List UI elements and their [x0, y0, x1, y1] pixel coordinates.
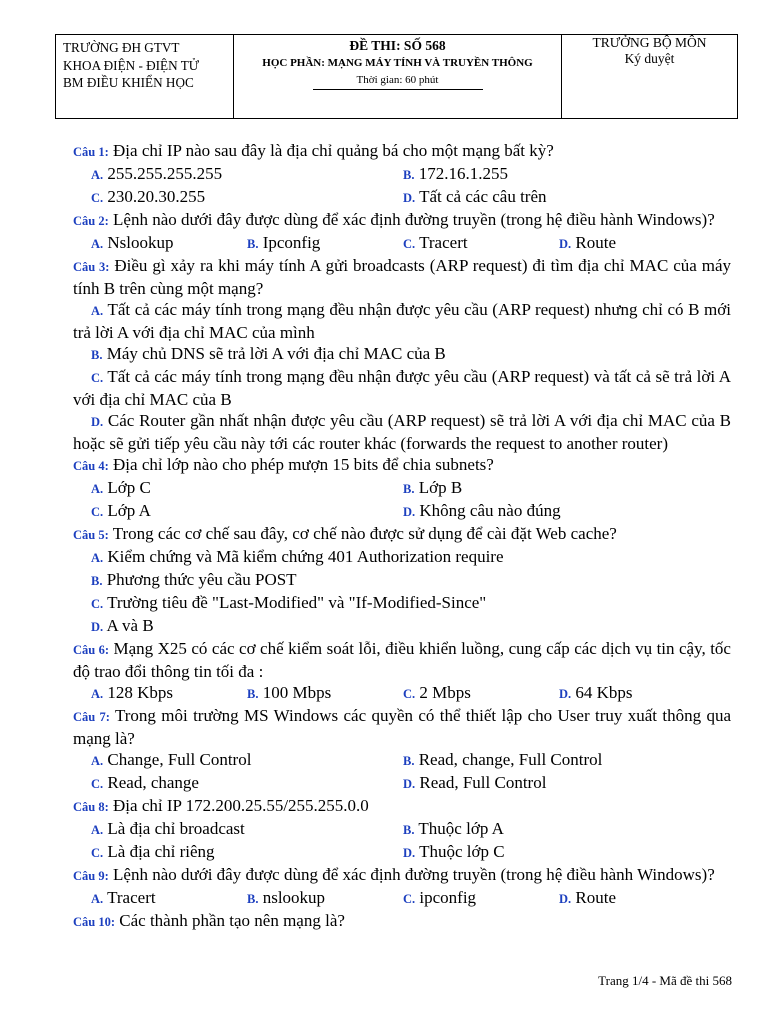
answer-option: C. Tất cả các máy tính trong mạng đều nhận được yêu cầu (ARP request) và tất cả sẽ trả lời A với địa chỉ MAC của B	[73, 367, 731, 409]
question	[73, 523, 731, 546]
question-number: Câu 7:	[73, 710, 110, 724]
question	[73, 705, 731, 749]
answer-option: B. Thuộc lớp A	[403, 819, 504, 838]
school-name: TRƯỜNG ĐH GTVT	[63, 40, 180, 55]
question-text: Mạng X25 có các cơ chế kiểm soát lỗi, điều khiển luồng, cung cấp các dịch vụ tin cậy, tốc độ trao đổi thông tin tối đa :	[73, 639, 731, 681]
exam-header	[55, 34, 738, 119]
answer-option: B. Ipconfig	[247, 233, 321, 252]
exam-duration: Thời gian: 60 phút	[313, 73, 483, 90]
answer-option: D. 64 Kbps	[559, 683, 633, 702]
answer-option: B. nslookup	[247, 888, 326, 907]
question-number: Câu 1:	[73, 145, 109, 159]
department-name: BM ĐIỀU KHIỂN HỌC	[63, 75, 194, 90]
answer-option: A. Change, Full Control	[91, 750, 252, 769]
question-number: Câu 3:	[73, 260, 110, 274]
answer-option: D. Read, Full Control	[403, 773, 547, 792]
question	[73, 255, 731, 299]
answer-option: D. Không câu nào đúng	[403, 501, 561, 520]
answer-option: D. Route	[559, 233, 617, 252]
answer-option: A. Nslookup	[91, 233, 174, 252]
answer-option: B. 172.16.1.255	[403, 164, 508, 183]
question-text: Lệnh nào dưới đây được dùng để xác định đường truyền (trong hệ điều hành Windows)?	[113, 210, 715, 229]
answer-option: C. Là địa chỉ riêng	[91, 842, 215, 861]
question	[73, 638, 731, 682]
question-text: Trong các cơ chế sau đây, cơ chế nào được sử dụng để cài đặt Web cache?	[112, 524, 617, 543]
question-number: Câu 4:	[73, 459, 109, 473]
answer-option: C. Read, change	[91, 773, 199, 792]
approval-info	[562, 35, 737, 118]
answer-option: A. Tất cả các máy tính trong mạng đều nhận được yêu cầu (ARP request) nhưng chỉ có B mới trả lời A với địa chỉ MAC của mình	[73, 300, 731, 342]
answer-option: B. Lớp B	[403, 478, 463, 497]
question-text: Địa chỉ lớp nào cho phép mượn 15 bits để chia subnets?	[113, 455, 494, 474]
answer-option: C. 2 Mbps	[403, 683, 471, 702]
answer-option: D. Route	[559, 888, 617, 907]
approver-title: TRƯỞNG BỘ MÔN	[592, 35, 707, 50]
answer-option: A. 128 Kbps	[91, 683, 174, 702]
answer-option: C. Lớp A	[91, 501, 151, 520]
approval-label: Ký duyệt	[624, 51, 675, 66]
answer-option: C. Trường tiêu đề "Last-Modified" và "If-Modified-Since"	[91, 593, 487, 612]
question-text: Lệnh nào dưới đây được dùng để xác định đường truyền (trong hệ điều hành Windows)?	[113, 865, 715, 884]
answer-option: B. Phương thức yêu cầu POST	[91, 570, 297, 589]
question-number: Câu 10:	[73, 915, 116, 929]
exam-info	[234, 35, 562, 118]
answer-option: D. A và B	[91, 616, 154, 635]
answer-option: A. 255.255.255.255	[91, 164, 223, 183]
answer-option: A. Tracert	[91, 888, 156, 907]
question	[73, 140, 731, 163]
question	[73, 209, 731, 232]
question-text: Địa chỉ IP 172.200.25.55/255.255.0.0	[113, 796, 369, 815]
question-number: Câu 9:	[73, 869, 109, 883]
question-text: Các thành phần tạo nên mạng là?	[119, 911, 345, 930]
page-footer: Trang 1/4 - Mã đề thi 568	[598, 973, 732, 988]
course-name: HỌC PHẦN: MẠNG MÁY TÍNH VÀ TRUYỀN THÔNG	[262, 57, 533, 69]
question-text: Địa chỉ IP nào sau đây là địa chỉ quảng bá cho một mạng bất kỳ?	[113, 141, 554, 160]
answer-option: B. Read, change, Full Control	[403, 750, 603, 769]
answer-option: B. Máy chủ DNS sẽ trả lời A với địa chỉ MAC của B	[91, 344, 446, 363]
school-info	[56, 35, 234, 118]
exam-title: ĐỀ THI: SỐ 568	[349, 38, 446, 53]
question	[73, 454, 731, 477]
question-number: Câu 6:	[73, 643, 109, 657]
question-text: Trong môi trường MS Windows các quyền có thể thiết lập cho User truy xuất thông qua mạng là?	[73, 706, 731, 748]
answer-option: D. Thuộc lớp C	[403, 842, 505, 861]
answer-option: D. Tất cả các câu trên	[403, 187, 547, 206]
answer-option: A. Lớp C	[91, 478, 151, 497]
answer-option: D. Các Router gần nhất nhận được yêu cầu (ARP request) sẽ trả lời A với địa chỉ MAC của B hoặc sẽ gửi tiếp yêu cầu này tới các router khác (forwards the request to another router)	[73, 411, 732, 453]
question	[73, 910, 731, 933]
answer-option: B. 100 Mbps	[247, 683, 332, 702]
question-number: Câu 8:	[73, 800, 109, 814]
answer-option: C. Tracert	[403, 233, 468, 252]
answer-option: C. 230.20.30.255	[91, 187, 206, 206]
question	[73, 795, 731, 818]
answer-option: C. ipconfig	[403, 888, 477, 907]
question-list	[73, 140, 731, 933]
question-number: Câu 2:	[73, 214, 109, 228]
question-number: Câu 5:	[73, 528, 109, 542]
question	[73, 864, 731, 887]
answer-option: A. Là địa chỉ broadcast	[91, 819, 245, 838]
answer-option: A. Kiểm chứng và Mã kiểm chứng 401 Authorization require	[91, 547, 504, 566]
question-text: Điều gì xảy ra khi máy tính A gửi broadcasts (ARP request) đi tìm địa chỉ MAC của máy tính B trên cùng một mạng?	[73, 256, 732, 298]
faculty-name: KHOA ĐIỆN - ĐIỆN TỬ	[63, 57, 199, 73]
